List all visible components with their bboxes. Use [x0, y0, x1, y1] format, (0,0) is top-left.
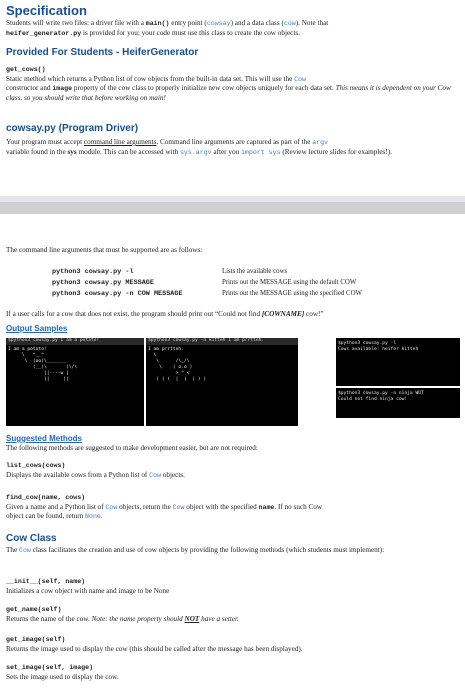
suggested-methods-heading: Suggested Methods: [6, 434, 83, 443]
args-table: [50, 266, 364, 301]
list-cows-signature: list_cows(cows): [6, 462, 66, 469]
get-name-description: Returns the name of the cow. Note: the name property should NOT have a setter.: [6, 614, 239, 623]
init-block: [6, 578, 458, 596]
spec-intro: Students will write two files: a driver file with a main() entry point (cowsay) and a data class (cow). Note that heifer_generator.py is provided for you; your code must use this class to create the cow objects.: [6, 19, 329, 37]
get-image-block: [6, 636, 458, 654]
suggested-intro: The following methods are suggested to make development easier, but are not required:: [6, 444, 258, 452]
page-separator: [0, 196, 465, 214]
table-row: python3 cowsay.py MESSAGE Prints out the MESSAGE using the default COW: [52, 278, 357, 287]
terminal-sample-list: $python3 cowsay.py -l Cows available: heifer kitteh: [336, 338, 460, 386]
get-cows-block: [6, 66, 458, 104]
kitteh-ascii-art: \ \ /\_/\ \ ( o.o ) > ^ < ( ( ( | | ) ) ): [153, 352, 207, 382]
terminal-sample-default: $python3 cowsay.py I am a potato! I am a potato! \ ^__^ \ (oo)\_______ (__)\ )\/\ ||----w | || ||: [6, 338, 144, 426]
args-intro: The command line arguments that must be supported are as follows:: [6, 246, 203, 254]
cli-args-link[interactable]: command line arguments: [83, 138, 157, 146]
provided-heading: Provided For Students - HeiferGenerator: [6, 47, 199, 58]
cow-ascii-art: \ ^__^ \ (oo)\_______ (__)\ )\/\ ||----w | || ||: [21, 352, 78, 382]
get-image-description: Returns the image used to display the cow (this should be called after the message has been displayed).: [6, 644, 303, 653]
cowsay-heading: cowsay.py (Program Driver): [6, 123, 139, 134]
list-cows-description: Displays the available cows from a Python list of Cow objects.: [6, 470, 185, 479]
set-image-block: [6, 664, 458, 682]
cowsay-description: Your program must accept command line arguments. Command line arguments are captured as part of the argv variable found in the sys module. This can be accessed with sys.argv after you import sys (Review lecture slides for examples!).: [6, 138, 392, 156]
get-name-block: [6, 606, 458, 624]
output-samples-heading: Output Samples: [6, 324, 68, 333]
list-cows-block: [6, 462, 458, 480]
not-found-note: If a user calls for a cow that does not exist, the program should print out “Could not find [COWNAME] cow!”: [6, 310, 324, 318]
terminal-sample-not-found: $python3 cowsay.py -n ninja WUT Could not find ninja cow!: [336, 388, 460, 418]
find-cow-signature: find_cow(name, cows): [6, 494, 86, 501]
table-row: python3 cowsay.py -n COW MESSAGE Prints out the MESSAGE using the specified COW: [52, 289, 362, 298]
init-signature: __init__(self, name): [6, 578, 86, 585]
cow-class-intro: The Cow class facilitates the creation and use of cow objects by providing the following methods (which students must implement):: [6, 546, 385, 554]
set-image-signature: set_image(self, image): [6, 664, 94, 671]
page-title: Specification: [6, 3, 87, 18]
get-cows-description: Static method which returns a Python list of cow objects from the built-in data set. This will use the Cow constructor and image property of the cow class to properly initialize new cow objects uniquely for each data set. This means it is dependent on your Cow class, so you should write that before working on main!: [6, 74, 451, 103]
terminal-sample-kitteh: $python3 cowsay.py -n kitteh I am prrtteh. I am prrtteh. \ \ /\_/\ \ ( o.o ) > ^ < ( ( ( | | ) ) ): [146, 338, 298, 426]
get-image-signature: get_image(self): [6, 636, 66, 643]
find-cow-block: [6, 494, 458, 522]
get-name-signature: get_name(self): [6, 606, 62, 613]
init-description: Initializes a cow object with name and image to be None: [6, 586, 170, 595]
find-cow-description: Given a name and a Python list of Cow objects, return the Cow object with the specified name. If no such Cow object can be found, return None.: [6, 502, 323, 521]
get-cows-signature: get_cows(): [6, 66, 46, 73]
table-row: python3 cowsay.py -l Lists the available cows: [52, 268, 288, 276]
set-image-description: Sets the image used to display the cow.: [6, 672, 119, 681]
cow-class-heading: Cow Class: [6, 533, 57, 544]
